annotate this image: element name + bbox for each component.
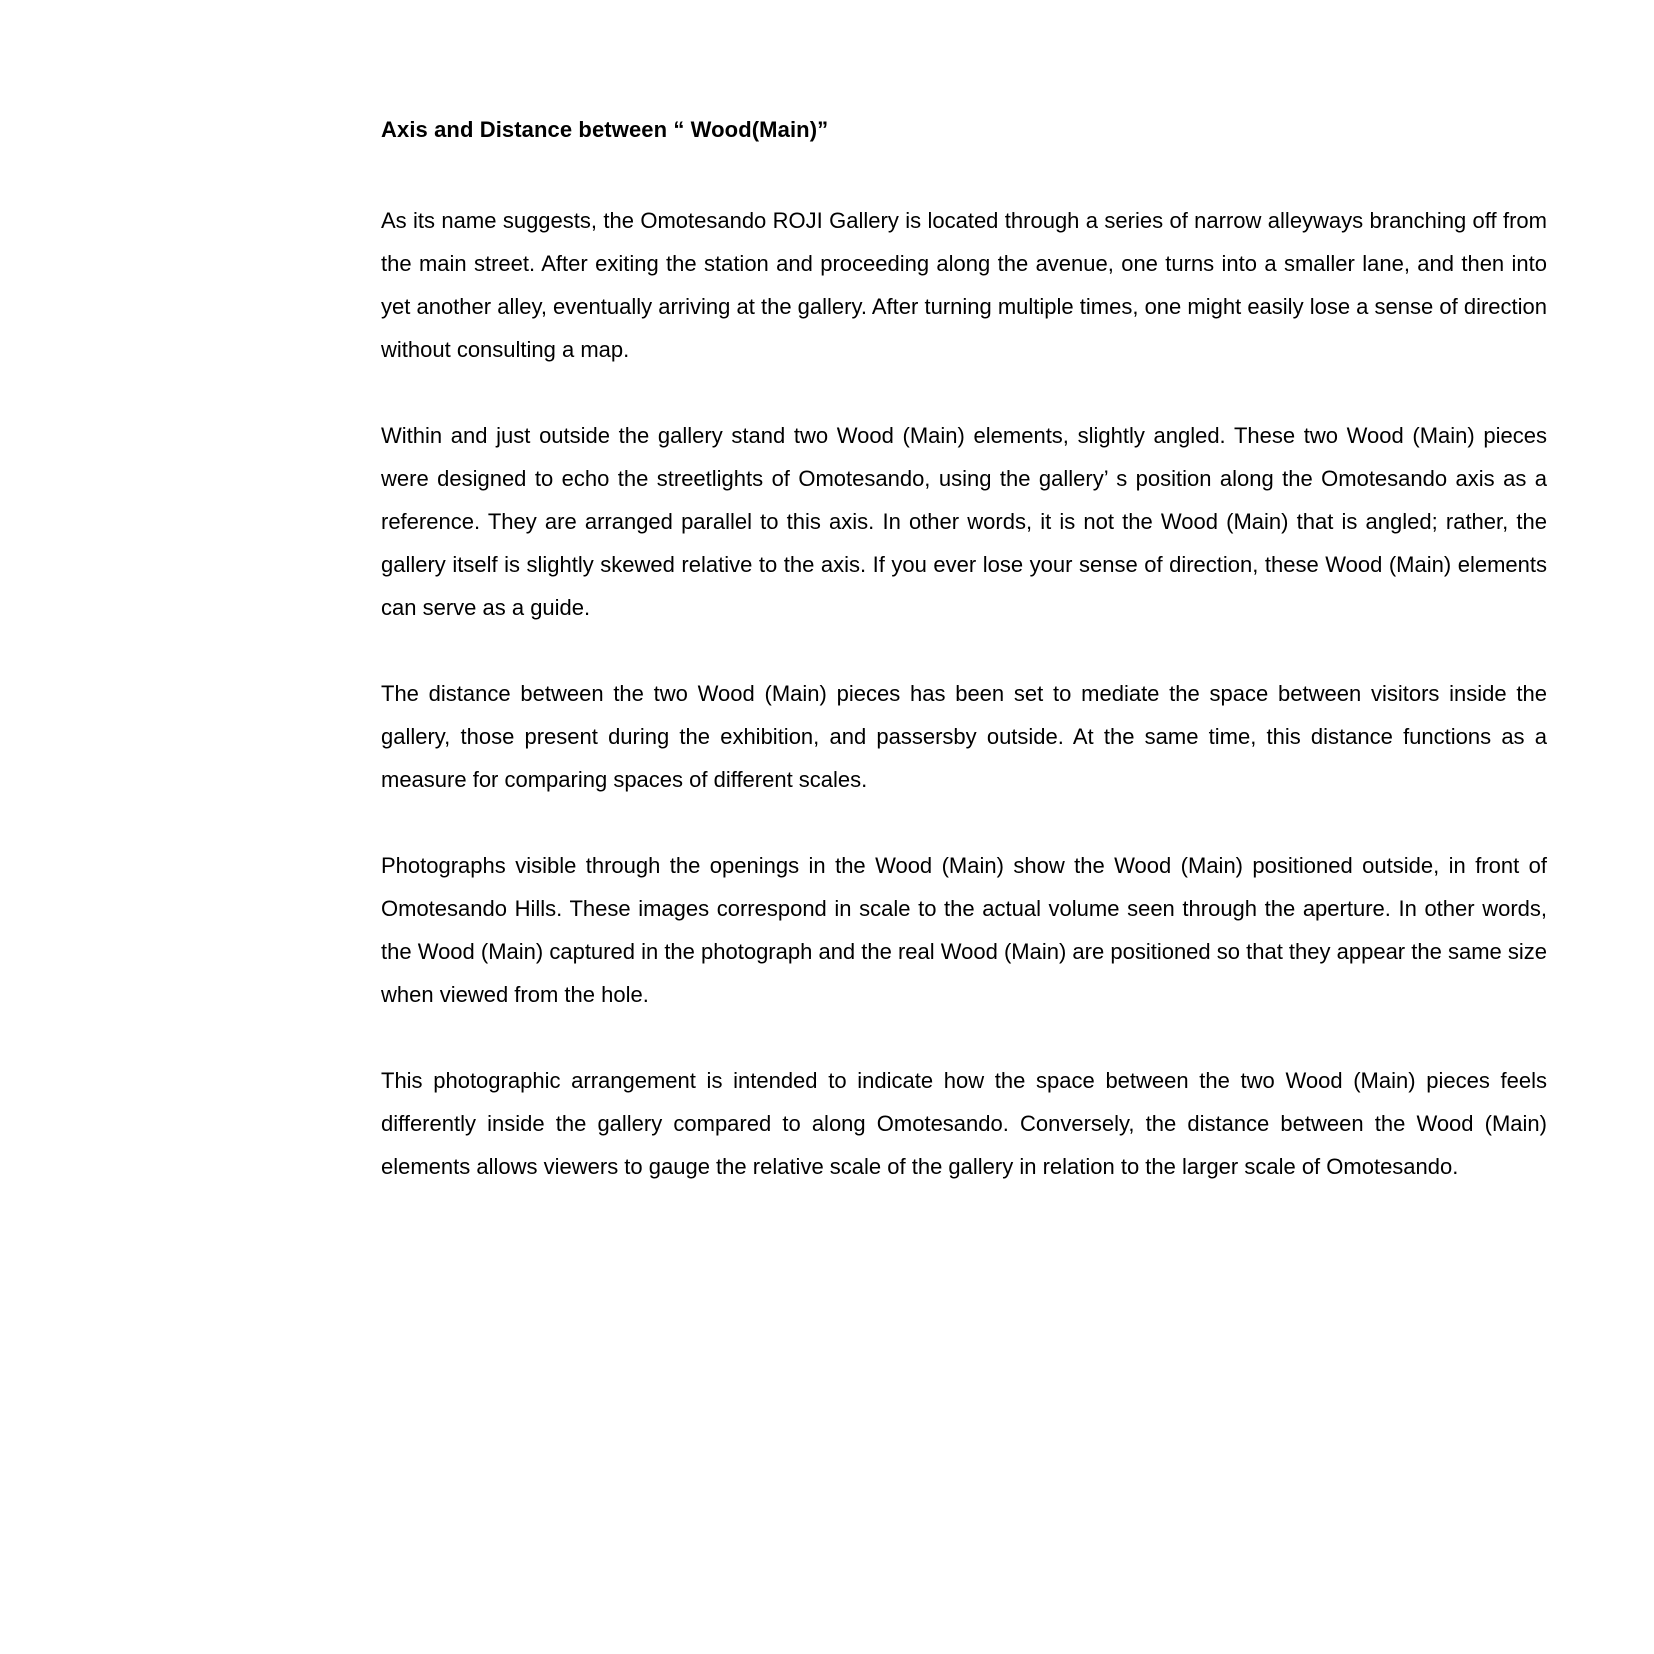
document-title: Axis and Distance between “ Wood(Main)” xyxy=(381,117,829,142)
paragraph-photographs: Photographs visible through the openings in the Wood (Main) show the Wood (Main) positioned outside, in front of Omotesando Hills. These images correspond in scale to the actual volume seen through the aperture. In other words, the Wood (Main) captured in the photograph and the real Wood (Main) are positioned so that they appear the same size when viewed from the hole. xyxy=(381,853,1547,1007)
paragraph-wood-distance: The distance between the two Wood (Main) pieces has been set to mediate the space between visitors inside the gallery, those present during the exhibition, and passersby outside. At the same time, this distance functions as a measure for comparing spaces of different scales. xyxy=(381,681,1547,792)
paragraph-wood-axis: Within and just outside the gallery stand two Wood (Main) elements, slightly angled. These two Wood (Main) pieces were designed to echo the streetlights of Omotesando, using the gallery’ s position along the Omotesando axis as a reference. They are arranged parallel to this axis. In other words, it is not the Wood (Main) that is angled; rather, the gallery itself is slightly skewed relative to the axis. If you ever lose your sense of direction, these Wood (Main) elements can serve as a guide. xyxy=(381,423,1547,620)
document-content xyxy=(381,112,1547,1188)
paragraph-photographic-arrangement: This photographic arrangement is intended to indicate how the space between the two Wood (Main) pieces feels differently inside the gallery compared to along Omotesando. Conversely, the distance between the Wood (Main) elements allows viewers to gauge the relative scale of the gallery in relation to the larger scale of Omotesando. xyxy=(381,1068,1547,1179)
document-body xyxy=(381,199,1547,1188)
paragraph-alleyway-approach: As its name suggests, the Omotesando ROJI Gallery is located through a series of narrow alleyways branching off from the main street. After exiting the station and proceeding along the avenue, one turns into a smaller lane, and then into yet another alley, eventually arriving at the gallery. After turning multiple times, one might easily lose a sense of direction without consulting a map. xyxy=(381,208,1547,362)
